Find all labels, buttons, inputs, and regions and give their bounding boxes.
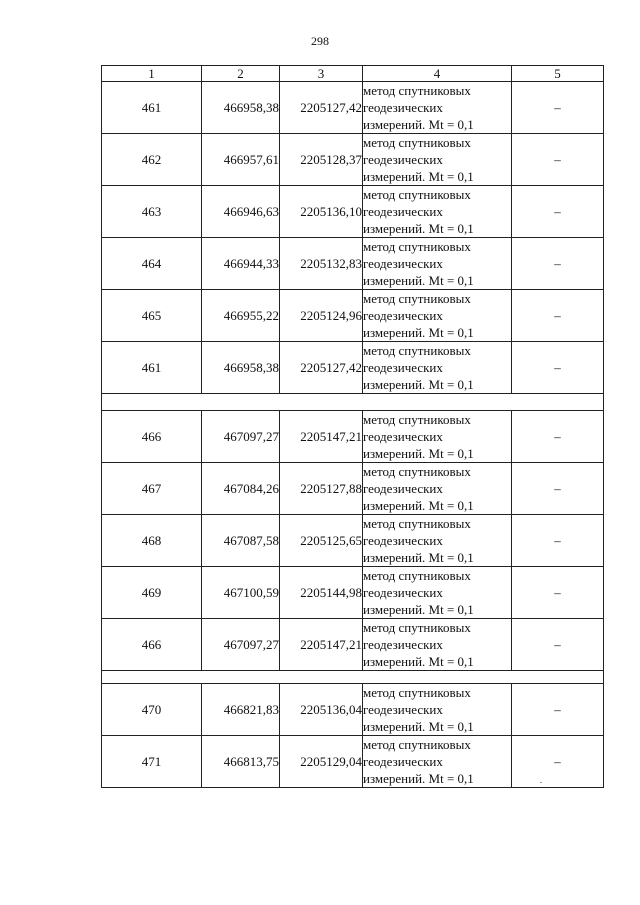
coordinate-x-cell: 467084,26: [202, 463, 280, 515]
method-line: измерений. Mt = 0,1: [363, 654, 474, 669]
scan-speck: [540, 782, 542, 783]
method-cell: [363, 411, 512, 463]
method-cell: [363, 515, 512, 567]
coordinate-x-cell: 466946,63: [202, 186, 280, 238]
point-number-cell: 462: [102, 134, 202, 186]
table-row: [102, 134, 604, 186]
coordinate-x-cell: 467087,58: [202, 515, 280, 567]
method-cell: [363, 567, 512, 619]
method-line: метод спутниковых: [363, 464, 471, 479]
table-row: [102, 619, 604, 671]
coordinates-table-body: [102, 66, 604, 788]
coordinate-y-cell: 2205125,65: [280, 515, 363, 567]
coordinate-y-cell: 2205144,98: [280, 567, 363, 619]
header-cell-1: 1: [102, 66, 202, 82]
description-cell: –: [512, 619, 604, 671]
table-row: [102, 515, 604, 567]
table-row: [102, 684, 604, 736]
method-line: геодезических: [363, 100, 443, 115]
point-number-cell: 466: [102, 619, 202, 671]
coordinate-y-cell: 2205127,42: [280, 342, 363, 394]
method-cell: [363, 684, 512, 736]
coordinate-x-cell: 466813,75: [202, 736, 280, 788]
coordinate-x-cell: 466955,22: [202, 290, 280, 342]
method-line: измерений. Mt = 0,1: [363, 117, 474, 132]
coordinate-x-cell: 466958,38: [202, 82, 280, 134]
table-row: [102, 238, 604, 290]
method-line: геодезических: [363, 204, 443, 219]
table-row: [102, 290, 604, 342]
header-cell-3: 3: [280, 66, 363, 82]
description-cell: –: [512, 290, 604, 342]
point-number-cell: 470: [102, 684, 202, 736]
method-line: измерений. Mt = 0,1: [363, 325, 474, 340]
description-cell: –: [512, 82, 604, 134]
table-row: [102, 411, 604, 463]
coordinate-y-cell: 2205129,04: [280, 736, 363, 788]
method-line: метод спутниковых: [363, 412, 471, 427]
description-cell: –: [512, 736, 604, 788]
method-line: метод спутниковых: [363, 135, 471, 150]
header-cell-2: 2: [202, 66, 280, 82]
description-cell: –: [512, 463, 604, 515]
group-separator-row: [102, 671, 604, 684]
point-number-cell: 467: [102, 463, 202, 515]
method-cell: [363, 736, 512, 788]
method-line: геодезических: [363, 481, 443, 496]
method-line: измерений. Mt = 0,1: [363, 446, 474, 461]
method-line: метод спутниковых: [363, 343, 471, 358]
coordinate-y-cell: 2205124,96: [280, 290, 363, 342]
coordinate-y-cell: 2205127,42: [280, 82, 363, 134]
coordinate-y-cell: 2205136,10: [280, 186, 363, 238]
coordinates-table: [101, 65, 604, 788]
method-line: метод спутниковых: [363, 685, 471, 700]
coordinate-x-cell: 467097,27: [202, 411, 280, 463]
method-cell: [363, 342, 512, 394]
header-cell-4: 4: [363, 66, 512, 82]
method-cell: [363, 463, 512, 515]
method-line: геодезических: [363, 360, 443, 375]
method-line: метод спутниковых: [363, 737, 471, 752]
method-cell: [363, 238, 512, 290]
method-line: геодезических: [363, 754, 443, 769]
group-separator-cell: [102, 394, 604, 411]
description-cell: –: [512, 684, 604, 736]
method-line: геодезических: [363, 637, 443, 652]
description-cell: –: [512, 567, 604, 619]
method-line: метод спутниковых: [363, 620, 471, 635]
method-line: метод спутниковых: [363, 516, 471, 531]
coordinate-y-cell: 2205147,21: [280, 411, 363, 463]
method-line: геодезических: [363, 585, 443, 600]
method-line: измерений. Mt = 0,1: [363, 221, 474, 236]
method-line: геодезических: [363, 702, 443, 717]
table-row: [102, 186, 604, 238]
coordinate-x-cell: 466957,61: [202, 134, 280, 186]
method-line: метод спутниковых: [363, 291, 471, 306]
coordinate-x-cell: 467100,59: [202, 567, 280, 619]
coordinate-x-cell: 466958,38: [202, 342, 280, 394]
table-row: [102, 567, 604, 619]
method-line: измерений. Mt = 0,1: [363, 498, 474, 513]
point-number-cell: 468: [102, 515, 202, 567]
header-cell-5: 5: [512, 66, 604, 82]
point-number-cell: 465: [102, 290, 202, 342]
coordinate-y-cell: 2205132,83: [280, 238, 363, 290]
method-line: измерений. Mt = 0,1: [363, 771, 474, 786]
method-line: метод спутниковых: [363, 187, 471, 202]
point-number-cell: 461: [102, 82, 202, 134]
point-number-cell: 464: [102, 238, 202, 290]
method-line: измерений. Mt = 0,1: [363, 602, 474, 617]
description-cell: –: [512, 238, 604, 290]
description-cell: –: [512, 186, 604, 238]
coordinate-x-cell: 466821,83: [202, 684, 280, 736]
method-line: метод спутниковых: [363, 83, 471, 98]
method-line: измерений. Mt = 0,1: [363, 377, 474, 392]
method-line: измерений. Mt = 0,1: [363, 273, 474, 288]
method-line: измерений. Mt = 0,1: [363, 719, 474, 734]
point-number-cell: 471: [102, 736, 202, 788]
coordinate-y-cell: 2205128,37: [280, 134, 363, 186]
description-cell: –: [512, 134, 604, 186]
coordinate-x-cell: 466944,33: [202, 238, 280, 290]
method-line: измерений. Mt = 0,1: [363, 550, 474, 565]
method-cell: [363, 619, 512, 671]
coordinate-y-cell: 2205147,21: [280, 619, 363, 671]
method-cell: [363, 82, 512, 134]
point-number-cell: 461: [102, 342, 202, 394]
group-separator-row: [102, 394, 604, 411]
description-cell: –: [512, 342, 604, 394]
method-cell: [363, 186, 512, 238]
table-row: [102, 463, 604, 515]
table-row: [102, 342, 604, 394]
point-number-cell: 466: [102, 411, 202, 463]
method-cell: [363, 134, 512, 186]
table-row: [102, 82, 604, 134]
method-line: геодезических: [363, 152, 443, 167]
group-separator-cell: [102, 671, 604, 684]
method-line: метод спутниковых: [363, 568, 471, 583]
method-line: геодезических: [363, 256, 443, 271]
point-number-cell: 463: [102, 186, 202, 238]
method-line: метод спутниковых: [363, 239, 471, 254]
table-row: [102, 736, 604, 788]
method-line: геодезических: [363, 533, 443, 548]
description-cell: –: [512, 411, 604, 463]
table-header-row: [102, 66, 604, 82]
point-number-cell: 469: [102, 567, 202, 619]
method-line: геодезических: [363, 429, 443, 444]
coordinate-x-cell: 467097,27: [202, 619, 280, 671]
page-number: 298: [311, 34, 329, 48]
method-line: геодезических: [363, 308, 443, 323]
coordinate-y-cell: 2205136,04: [280, 684, 363, 736]
description-cell: –: [512, 515, 604, 567]
coordinate-y-cell: 2205127,88: [280, 463, 363, 515]
method-cell: [363, 290, 512, 342]
method-line: измерений. Mt = 0,1: [363, 169, 474, 184]
